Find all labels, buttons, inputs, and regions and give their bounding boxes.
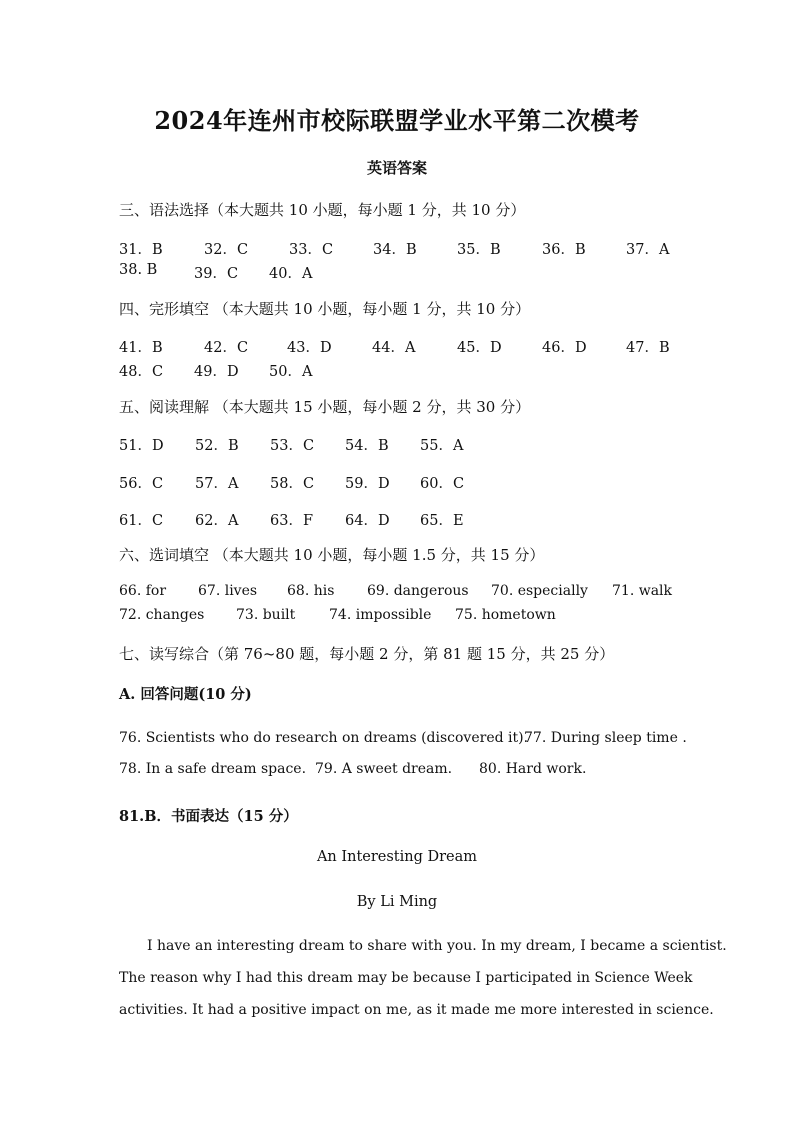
answer-item: 66. for xyxy=(119,583,167,599)
answer-item: 45．D xyxy=(457,340,502,356)
answer-item: 40．A xyxy=(269,266,313,282)
section-cloze-heading: 四、完形填空 （本大题共 10 小题，每小题 1 分，共 10 分） xyxy=(119,300,531,318)
answer-item: 59．D xyxy=(345,476,390,492)
essay-line-1: I have an interesting dream to share with you. In my dream, I became a scientist. xyxy=(147,938,727,954)
answer-item: 46．D xyxy=(542,340,587,356)
answer-item: 63．F xyxy=(270,513,314,529)
answer-item: 80. Hard work. xyxy=(479,761,587,777)
essay-byline: By Li Ming xyxy=(356,894,438,910)
answer-item: 48．C xyxy=(119,364,164,380)
answer-item: 54．B xyxy=(345,438,389,454)
answer-item: 51．D xyxy=(119,438,164,454)
answer-item: 34．B xyxy=(373,242,417,258)
answer-item: 65．E xyxy=(420,513,464,529)
answer-item: 47．B xyxy=(626,340,670,356)
section-wordfill-heading: 六、选词填空 （本大题共 10 小题，每小题 1.5 分，共 15 分） xyxy=(119,546,545,564)
section-grammar-heading: 三、语法选择（本大题共 10 小题，每小题 1 分，共 10 分） xyxy=(119,201,526,219)
answer-item: 33．C xyxy=(289,242,334,258)
answer-item: 77. During sleep time . xyxy=(524,730,687,746)
answer-item: 35．B xyxy=(457,242,501,258)
answer-item: 67. lives xyxy=(198,583,258,599)
answer-item: 42．C xyxy=(204,340,249,356)
answer-item: 58．C xyxy=(270,476,315,492)
answer-item: 76. Scientists who do research on dreams (discovered it). xyxy=(119,730,529,746)
answer-item: 74. impossible xyxy=(329,607,432,623)
answer-item: 50．A xyxy=(269,364,313,380)
answer-item: 70. especially xyxy=(491,583,588,599)
section-reading-heading: 五、阅读理解 （本大题共 15 小题，每小题 2 分，共 30 分） xyxy=(119,398,531,416)
answer-item: 43．D xyxy=(287,340,332,356)
answer-item: 73. built xyxy=(236,607,296,623)
page-title: 2024年连州市校际联盟学业水平第二次模考 xyxy=(154,106,640,135)
answer-item: 44．A xyxy=(372,340,416,356)
answer-item: 31．B xyxy=(119,242,163,258)
answer-item: 75. hometown xyxy=(455,607,556,623)
answer-item: 72. changes xyxy=(119,607,205,623)
part-b-heading: 81.B．书面表达（15 分） xyxy=(119,808,298,825)
answer-item: 53．C xyxy=(270,438,315,454)
answer-item: 55．A xyxy=(420,438,464,454)
answer-item: 38. B xyxy=(119,262,158,278)
essay-line-2: The reason why I had this dream may be because I participated in Science Week xyxy=(119,970,693,986)
answer-item: 37．A xyxy=(626,242,670,258)
answer-item: 41．B xyxy=(119,340,163,356)
answer-item: 49．D xyxy=(194,364,239,380)
answer-item: 56．C xyxy=(119,476,164,492)
answer-item: 69. dangerous xyxy=(367,583,469,599)
page-subtitle: 英语答案 xyxy=(366,159,427,177)
answer-item: 60．C xyxy=(420,476,465,492)
answer-item: 52．B xyxy=(195,438,239,454)
answer-item: 39．C xyxy=(194,266,239,282)
answer-item: 64．D xyxy=(345,513,390,529)
essay-title: An Interesting Dream xyxy=(316,849,478,865)
answer-item: 68. his xyxy=(287,583,335,599)
answer-item: 61．C xyxy=(119,513,164,529)
answer-item: 78. In a safe dream space. xyxy=(119,761,307,777)
part-a-heading: A. 回答问题(10 分) xyxy=(119,686,252,703)
section-readwrite-heading: 七、读写综合（第 76~80 题，每小题 2 分，第 81 题 15 分，共 25 分） xyxy=(119,645,615,663)
answer-item: 57．A xyxy=(195,476,239,492)
answer-item: 71. walk xyxy=(612,583,673,599)
answer-item: 32．C xyxy=(204,242,249,258)
answer-item: 36．B xyxy=(542,242,586,258)
essay-line-3: activities. It had a positive impact on me, as it made me more interested in science. xyxy=(119,1002,714,1018)
answer-item: 79. A sweet dream. xyxy=(315,761,453,777)
answer-item: 62．A xyxy=(195,513,239,529)
